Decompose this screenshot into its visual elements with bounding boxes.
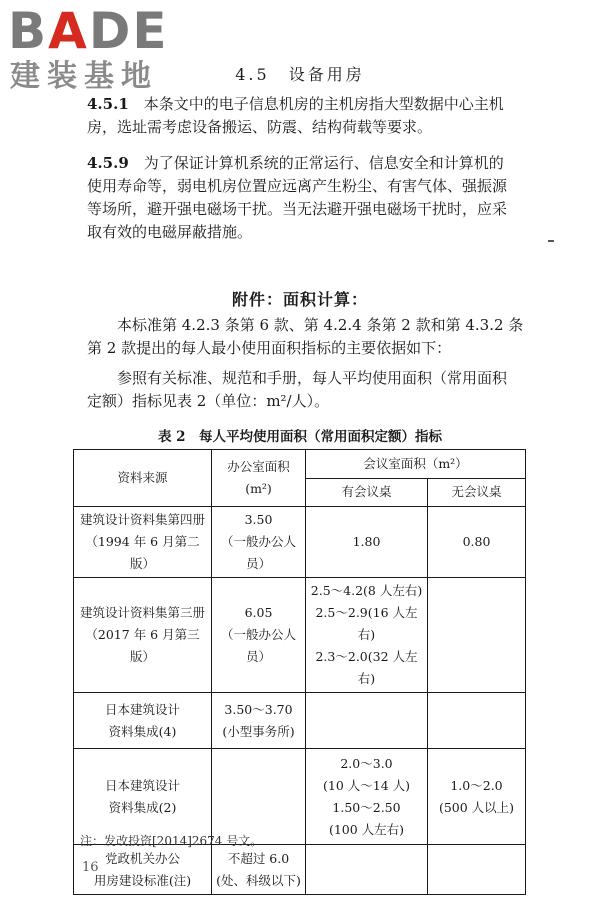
table-row <box>74 507 526 578</box>
section-heading <box>0 62 600 85</box>
table-row <box>74 845 526 895</box>
clause-4-5-1 <box>87 93 547 139</box>
cell-with-table: 2.0～3.0 (10 人～14 人) 1.50～2.50 (100 人左右) <box>306 749 428 845</box>
clause-text: 为了保证计算机系统的正常运行、信息安全和计算机的 <box>143 154 504 172</box>
paragraph-line: 定额）指标见表 2（单位：m²/人）。 <box>87 392 330 410</box>
cell-without-table <box>428 693 526 749</box>
table-row <box>74 693 526 749</box>
header-without-table: 无会议桌 <box>428 478 526 507</box>
cell-source: 党政机关办公 用房建设标准(注) <box>74 845 212 895</box>
cell-source: 日本建筑设计 资料集成(4) <box>74 693 212 749</box>
page-number: 16 <box>82 860 99 875</box>
paragraph-line: 参照有关标准、规范和手册，每人平均使用面积（常用面积 <box>117 369 508 387</box>
section-number: 4.5 <box>235 65 270 84</box>
margin-mark <box>548 240 554 242</box>
clause-text: 等场所，避开强电磁场干扰。当无法避开强电磁场干扰时，应采 <box>87 200 508 218</box>
cell-office: 3.50 （一般办公人员） <box>212 507 306 578</box>
paragraph-line: 本标准第 4.2.3 条第 6 款、第 4.2.4 条第 2 款和第 4.3.2 条 <box>117 316 524 334</box>
clause-text: 房，选址需考虑设备搬运、防震、结构荷载等要求。 <box>87 118 433 136</box>
cell-without-table: 1.0～2.0 (500 人以上) <box>428 749 526 845</box>
table-header-row <box>74 450 526 479</box>
cell-with-table <box>306 845 428 895</box>
cell-office: 6.05 （一般办公人员） <box>212 578 306 693</box>
cell-source: 建筑设计资料集第四册 （1994 年 6 月第二版） <box>74 507 212 578</box>
cell-office: 3.50～3.70 (小型事务所) <box>212 693 306 749</box>
clause-text: 使用寿命等，弱电机房位置应远离产生粉尘、有害气体、强振源 <box>87 177 508 195</box>
cell-office <box>212 749 306 845</box>
appendix-title: 附件：面积计算： <box>231 290 368 309</box>
clause-text: 本条文中的电子信息机房的主机房指大型数据中心主机 <box>143 95 504 113</box>
table-caption: 表 2 每人平均使用面积（常用面积定额）指标 <box>157 429 443 445</box>
table-row <box>74 578 526 693</box>
cell-office: 不超过 6.0 (处、科级以下) <box>212 845 306 895</box>
clause-number: 4.5.9 <box>87 154 129 172</box>
header-with-table: 有会议桌 <box>306 478 428 507</box>
cell-with-table: 2.5～4.2(8 人左右) 2.5～2.9(16 人左右) 2.3～2.0(32 人左右) <box>306 578 428 693</box>
brand-logo: BADE <box>8 2 169 60</box>
appendix-paragraph-2 <box>87 367 547 413</box>
cell-without-table <box>428 845 526 895</box>
clause-4-5-9 <box>87 152 547 244</box>
header-source: 资料来源 <box>74 450 212 507</box>
table-row <box>74 749 526 845</box>
cell-without-table <box>428 578 526 693</box>
cell-with-table <box>306 693 428 749</box>
cell-source: 日本建筑设计 资料集成(2) <box>74 749 212 845</box>
clause-text: 取有效的电磁屏蔽措施。 <box>87 223 253 241</box>
cell-without-table: 0.80 <box>428 507 526 578</box>
paragraph-line: 第 2 款提出的每人最小使用面积指标的主要依据如下： <box>87 339 452 357</box>
header-meeting: 会议室面积（m²） <box>306 450 526 479</box>
section-title: 设备用房 <box>288 65 365 84</box>
brand-logo-subtitle: 建装基地 <box>10 59 158 94</box>
cell-source: 建筑设计资料集第三册 （2017 年 6 月第三版） <box>74 578 212 693</box>
clause-number: 4.5.1 <box>87 95 129 113</box>
appendix-paragraph-1 <box>87 314 547 360</box>
cell-with-table: 1.80 <box>306 507 428 578</box>
header-office: 办公室面积 (m²) <box>212 450 306 507</box>
area-standards-table <box>73 449 526 895</box>
table-footnote: 注：发改投资[2014]2674 号文。 <box>80 834 263 848</box>
